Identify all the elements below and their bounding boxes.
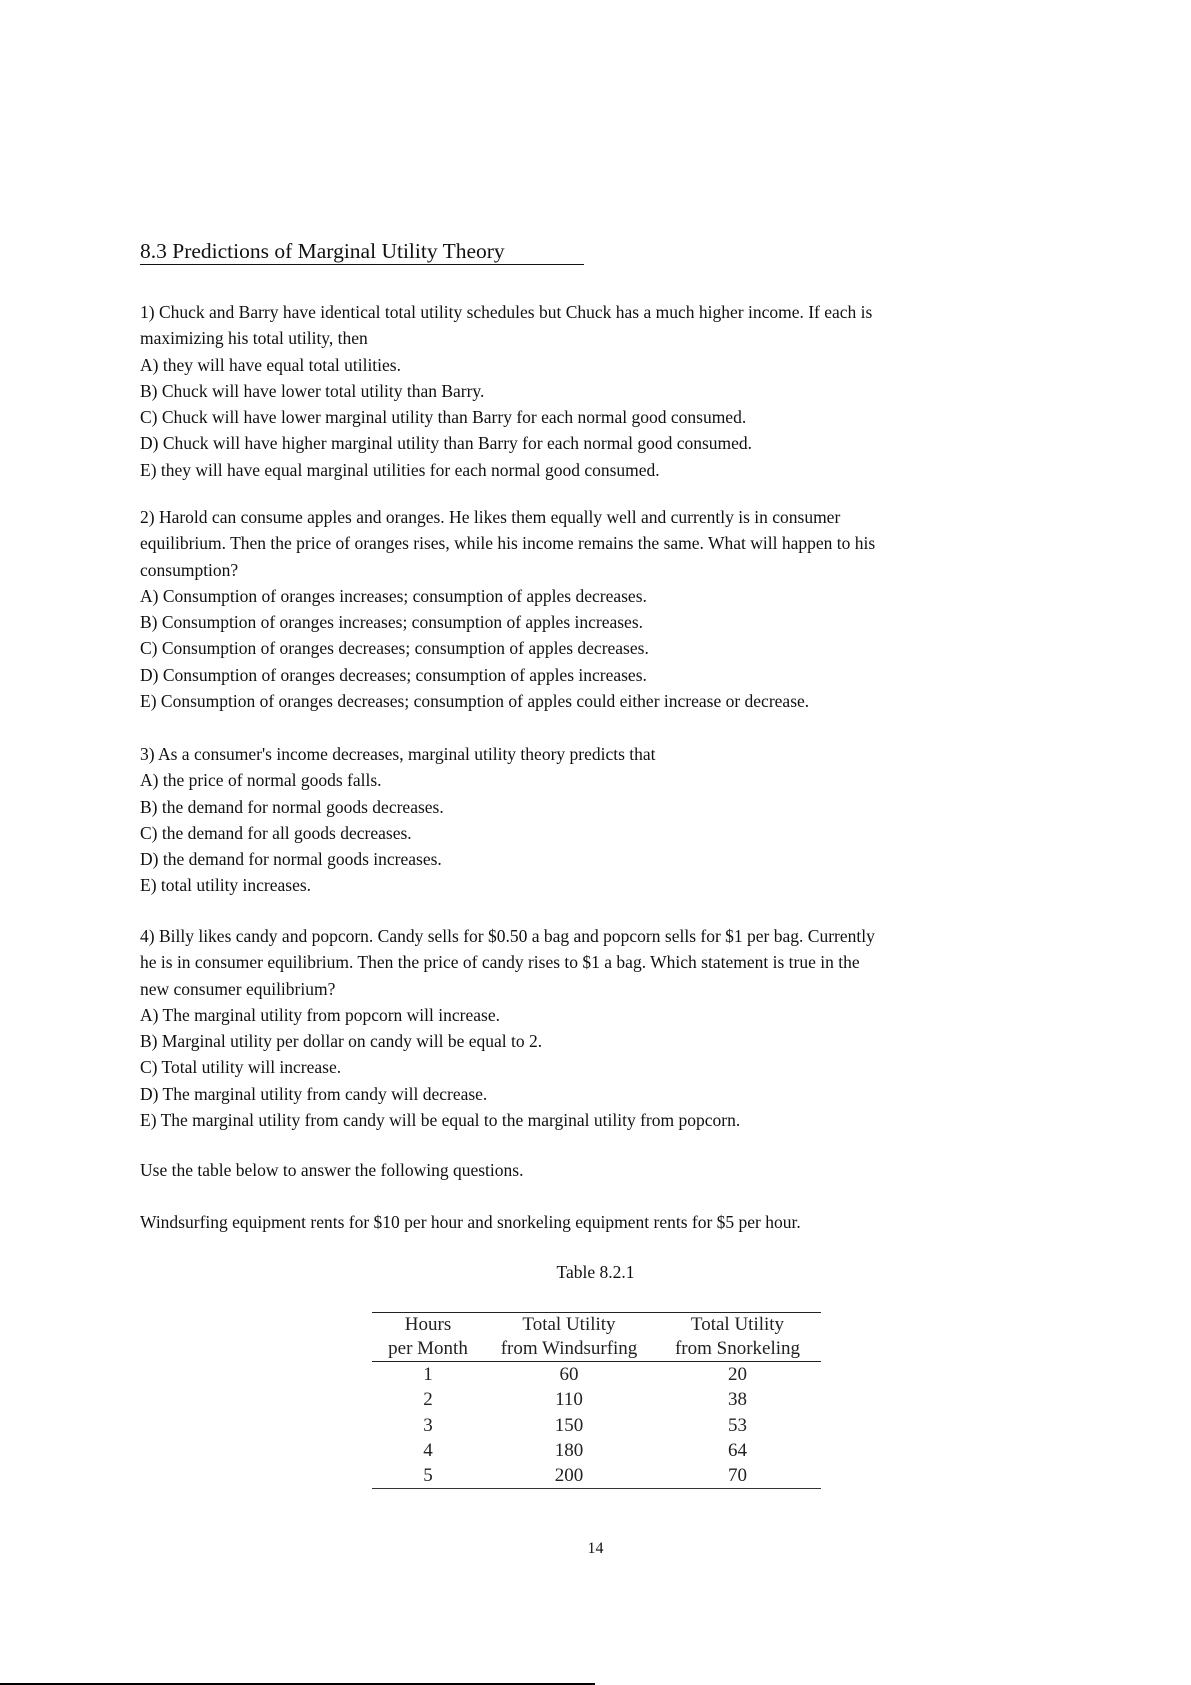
column-header: Total Utility xyxy=(522,1314,616,1335)
column-header: Total Utility xyxy=(690,1314,785,1335)
section-title: 8.3 Predictions of Marginal Utility Theory xyxy=(140,238,584,265)
question-stem-line: new consumer equilibrium? xyxy=(140,978,336,999)
column-header: per Month xyxy=(372,1337,484,1362)
question-1 xyxy=(140,299,1040,483)
table-row xyxy=(372,1413,821,1438)
answer-option: E) they will have equal marginal utilities for each normal good consumed. xyxy=(140,459,660,480)
table-cell: 1 xyxy=(423,1364,433,1385)
table-cell: 3 xyxy=(423,1414,433,1436)
answer-option: D) the demand for normal goods increases. xyxy=(140,849,442,870)
answer-option: C) the demand for all goods decreases. xyxy=(140,822,412,843)
table-cell: 200 xyxy=(554,1465,584,1487)
question-stem-line: he is in consumer equilibrium. Then the price of candy rises to $1 a bag. Which statement is true in the xyxy=(140,952,860,973)
question-2 xyxy=(140,504,1040,714)
answer-option: D) Consumption of oranges decreases; consumption of apples increases. xyxy=(140,664,647,685)
question-3 xyxy=(140,741,1040,899)
table-row xyxy=(372,1463,821,1489)
table-cell: 38 xyxy=(728,1389,747,1411)
answer-option: A) they will have equal total utilities. xyxy=(140,354,401,375)
answer-option: A) Consumption of oranges increases; consumption of apples decreases. xyxy=(140,585,647,606)
answer-option: B) Consumption of oranges increases; consumption of apples increases. xyxy=(140,612,644,633)
table-cell: 60 xyxy=(559,1364,579,1385)
question-stem-line: 1) Chuck and Barry have identical total utility schedules but Chuck has a much higher income. If each is xyxy=(140,302,873,322)
question-4 xyxy=(140,923,1040,1133)
answer-option: A) the price of normal goods falls. xyxy=(140,770,382,791)
question-stem-line: 2) Harold can consume apples and oranges. He likes them equally well and currently is in consumer xyxy=(140,507,841,527)
answer-option: C) Consumption of oranges decreases; consumption of apples decreases. xyxy=(140,638,649,659)
table-cell: 64 xyxy=(728,1439,747,1461)
answer-option: E) total utility increases. xyxy=(140,875,312,896)
answer-option: C) Total utility will increase. xyxy=(140,1057,342,1078)
answer-option: D) Chuck will have higher marginal utility than Barry for each normal good consumed. xyxy=(140,433,753,454)
table-cell: 150 xyxy=(554,1414,584,1436)
table-cell: 20 xyxy=(728,1364,747,1385)
page-number: 14 xyxy=(587,1540,604,1557)
question-stem-line: 3) As a consumer's income decreases, marginal utility theory predicts that xyxy=(140,744,656,764)
table-cell: 180 xyxy=(554,1439,584,1461)
table-caption: Table 8.2.1 xyxy=(556,1262,635,1282)
table-cell: 53 xyxy=(728,1414,747,1436)
instruction-text: Use the table below to answer the following questions. xyxy=(140,1160,524,1180)
table-row xyxy=(372,1438,821,1463)
table-cell: 4 xyxy=(423,1439,433,1461)
table-cell: 5 xyxy=(423,1465,433,1487)
table-header-row xyxy=(372,1313,821,1338)
answer-option: C) Chuck will have lower marginal utility than Barry for each normal good consumed. xyxy=(140,407,747,428)
column-header: Hours xyxy=(404,1314,452,1335)
question-stem-line: consumption? xyxy=(140,559,239,580)
column-header: from Windsurfing xyxy=(484,1337,654,1362)
question-stem-line: equilibrium. Then the price of oranges rises, while his income remains the same. What will happen to his xyxy=(140,533,876,554)
table-cell: 110 xyxy=(555,1389,583,1411)
table-cell: 70 xyxy=(728,1465,747,1487)
answer-option: B) Chuck will have lower total utility than Barry. xyxy=(140,380,485,401)
answer-option: B) the demand for normal goods decreases. xyxy=(140,796,444,817)
answer-option: B) Marginal utility per dollar on candy will be equal to 2. xyxy=(140,1031,543,1052)
table-cell: 2 xyxy=(423,1389,433,1411)
utility-table xyxy=(372,1312,821,1489)
table-header-row xyxy=(372,1337,821,1362)
table-row xyxy=(372,1362,821,1388)
answer-option: A) The marginal utility from popcorn will increase. xyxy=(140,1004,500,1025)
answer-option: E) Consumption of oranges decreases; consumption of apples could either increase or decrease. xyxy=(140,691,810,712)
question-stem-line: maximizing his total utility, then xyxy=(140,328,368,349)
answer-option: E) The marginal utility from candy will be equal to the marginal utility from popcorn. xyxy=(140,1110,741,1131)
table-row xyxy=(372,1387,821,1412)
question-stem-line: 4) Billy likes candy and popcorn. Candy sells for $0.50 a bag and popcorn sells for $1 per bag. Currently xyxy=(140,926,875,946)
column-header: from Snorkeling xyxy=(654,1337,821,1362)
context-text: Windsurfing equipment rents for $10 per hour and snorkeling equipment rents for $5 per hour. xyxy=(140,1212,801,1232)
answer-option: D) The marginal utility from candy will decrease. xyxy=(140,1083,488,1104)
